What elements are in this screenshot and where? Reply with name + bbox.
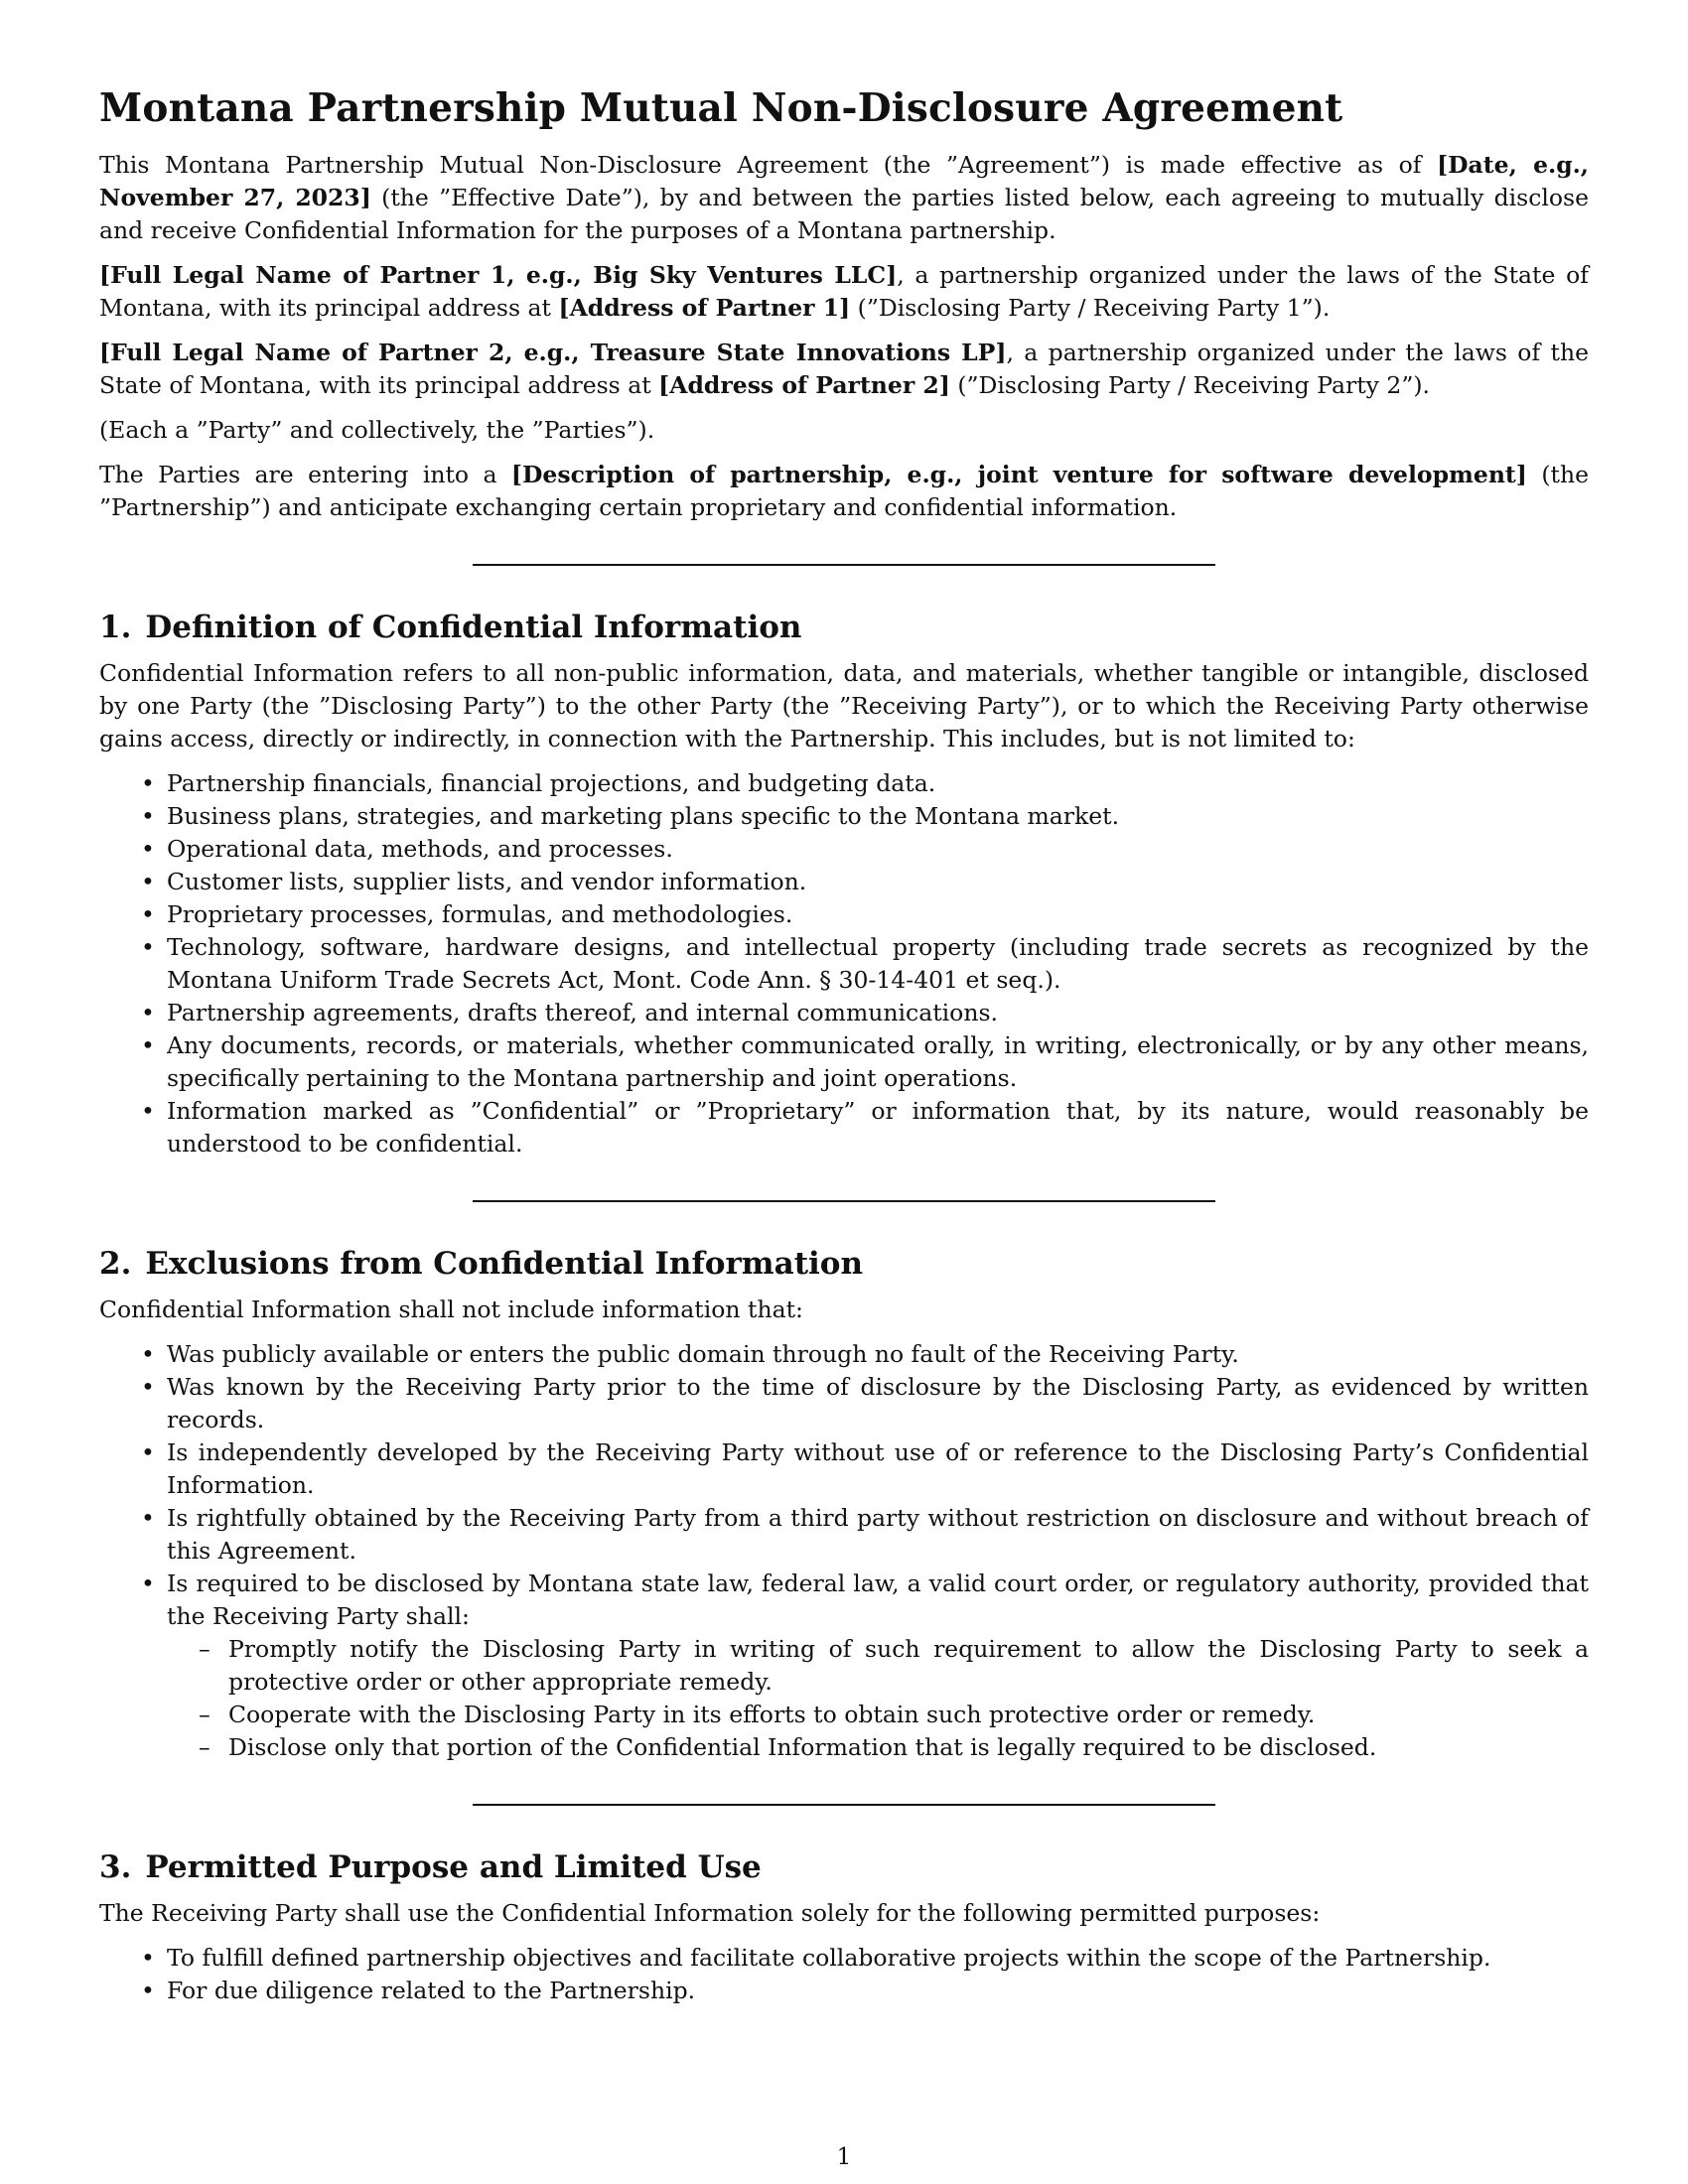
list-item: • To fulfill defined partnership objectives and facilitate collaborative projects within the scope of the Partnership.: [99, 1942, 1589, 1975]
list-item: • Technology, software, hardware designs, and intellectual property (including trade secrets as recognized by the Montana Uniform Trade Secrets Act, Mont. Code Ann. § 30-14-401 et seq.).: [141, 933, 1589, 994]
section-title: Permitted Purpose and Limited Use: [145, 1849, 762, 1885]
list-item: • Operational data, methods, and processes.: [99, 833, 1589, 866]
section-2-body: Confidential Information shall not include information that:: [99, 1296, 803, 1323]
section-1-list: [99, 767, 1589, 1160]
section-1-body: Confidential Information refers to all non-public information, data, and materials, whether tangible or intangible, disclosed by one Party (the ”Disclosing Party”) to the other Party (the ”Receiving Party”), or to which the Receiving Party otherwise gains access, directly or indirectly, in connection with the Partnership. This includes, but is not limited to:: [99, 659, 1589, 752]
bullet-icon: •: [141, 802, 155, 830]
section-2-sublist: [167, 1633, 1589, 1764]
bullet-icon: •: [141, 769, 155, 797]
bullet-icon: •: [141, 868, 155, 895]
partner-2-text: (”Disclosing Party / Receiving Party 2”).: [949, 371, 1430, 399]
intro-text: (the ”Effective Date”), by and between the parties listed below, each agreeing to mutually disclose and receive Confidential Information for the purposes of a Montana partnership.: [99, 184, 1589, 244]
list-item: • Any documents, records, or materials, whether communicated orally, in writing, electronically, or by any other means, specifically pertaining to the Montana partnership and joint operations.: [141, 1031, 1589, 1092]
list-item: • Customer lists, supplier lists, and vendor information.: [99, 866, 1589, 898]
section-1-heading: [99, 610, 1589, 645]
sub-list-item: – Promptly notify the Disclosing Party in writing of such requirement to allow the Disclosing Party to seek a protective order or other appropriate remedy.: [199, 1635, 1589, 1696]
partnership-text: (the ”Partnership”) and anticipate exchanging certain proprietary and confidential information.: [99, 461, 1589, 521]
bullet-icon: •: [141, 1977, 155, 2004]
sub-list-item: – Disclose only that portion of the Confidential Information that is legally required to be disclosed.: [167, 1731, 1589, 1764]
sub-list-item: – Cooperate with the Disclosing Party in its efforts to obtain such protective order or remedy.: [167, 1699, 1589, 1731]
section-divider: [473, 1804, 1215, 1806]
section-divider: [473, 1200, 1215, 1202]
page-number: 1: [836, 2144, 852, 2170]
bullet-icon: •: [141, 933, 155, 961]
partner-1-address-placeholder: [Address of Partner 1]: [558, 294, 851, 322]
bullet-icon: •: [141, 1504, 155, 1532]
partner-1-paragraph: [99, 259, 1589, 325]
list-item: • Proprietary processes, formulas, and methodologies.: [99, 898, 1589, 931]
partner-1-text: (”Disclosing Party / Receiving Party 1”).: [850, 294, 1331, 322]
bullet-icon: •: [141, 1340, 155, 1368]
bullet-icon: •: [141, 999, 155, 1026]
list-item: • Information marked as ”Confidential” or ”Proprietary” or information that, by its nature, would reasonably be understood to be confidential.: [141, 1097, 1589, 1158]
partner-2-paragraph: [99, 337, 1589, 402]
list-item: • Is rightfully obtained by the Receiving Party from a third party without restriction on disclosure and without breach of this Agreement.: [141, 1504, 1589, 1565]
partner-2-name-placeholder: [Full Legal Name of Partner 2, e.g., Treasure State Innovations LP]: [99, 339, 1007, 366]
list-item: • For due diligence related to the Partnership.: [99, 1975, 1589, 2007]
partnership-description-paragraph: [99, 459, 1589, 524]
bullet-icon: •: [141, 1373, 155, 1401]
bullet-icon: •: [141, 900, 155, 928]
partner-1-text: , a partnership organized under the laws of the State of Montana, with its principal address at: [99, 261, 1589, 322]
dash-icon: –: [199, 1701, 211, 1728]
section-3-body: The Receiving Party shall use the Confidential Information solely for the following permitted purposes:: [99, 1899, 1321, 1927]
partner-2-address-placeholder: [Address of Partner 2]: [658, 371, 950, 399]
partner-1-name-placeholder: [Full Legal Name of Partner 1, e.g., Big Sky Ventures LLC]: [99, 261, 898, 289]
section-number: 1.: [99, 610, 132, 645]
parties-definition: (Each a ”Party” and collectively, the ”Parties”).: [99, 416, 655, 444]
section-number: 2.: [99, 1246, 132, 1282]
partner-2-text: , a partnership organized under the laws of the State of Montana, with its principal address at: [99, 339, 1589, 399]
bullet-icon: •: [141, 835, 155, 863]
list-item: • Partnership agreements, drafts thereof, and internal communications.: [99, 997, 1589, 1029]
section-divider: [473, 564, 1215, 566]
partnership-description-placeholder: [Description of partnership, e.g., joint venture for software development]: [510, 461, 1527, 488]
document-title: Montana Partnership Mutual Non-Disclosure Agreement: [99, 85, 1343, 131]
intro-text: This Montana Partnership Mutual Non-Disclosure Agreement (the ”Agreement”) is made effective as of: [99, 151, 1438, 179]
list-item: • Is independently developed by the Receiving Party without use of or reference to the Disclosing Party’s Confidential Information.: [141, 1438, 1589, 1499]
bullet-icon: •: [141, 1097, 155, 1125]
section-title: Definition of Confidential Information: [145, 610, 802, 645]
intro-paragraph-effective-date: [99, 149, 1589, 247]
list-item: • Partnership financials, financial projections, and budgeting data.: [99, 767, 1589, 800]
dash-icon: –: [199, 1635, 211, 1663]
bullet-icon: •: [141, 1944, 155, 1972]
section-number: 3.: [99, 1849, 132, 1885]
effective-date-placeholder: [Date, e.g., November 27, 2023]: [99, 151, 1589, 211]
list-item: • Was publicly available or enters the public domain through no fault of the Receiving Party.: [99, 1338, 1589, 1371]
list-item: • Business plans, strategies, and marketing plans specific to the Montana market.: [99, 800, 1589, 833]
dash-icon: –: [199, 1733, 211, 1761]
section-2-heading: [99, 1246, 1589, 1282]
section-title: Exclusions from Confidential Information: [145, 1246, 864, 1282]
section-3-heading: [99, 1849, 1589, 1885]
section-2-list: [99, 1338, 1589, 1764]
list-item: • Was known by the Receiving Party prior to the time of disclosure by the Disclosing Party, as evidenced by written records.: [141, 1373, 1589, 1433]
partnership-text: The Parties are entering into a: [99, 461, 511, 488]
section-3-list: [99, 1942, 1589, 2007]
bullet-icon: •: [141, 1570, 155, 1597]
bullet-icon: •: [141, 1438, 155, 1466]
list-item: • Is required to be disclosed by Montana state law, federal law, a valid court order, or regulatory authority, provided that the Receiving Party shall: – Promptly notify the Disclosing Party in writing of such requirement to allow the Disclosing Party to seek a protective order or other appropriate remedy. – Cooperate with the Disclosing Party in its efforts to obtain such protective order or remedy. – Disclose only that portion of the Confidential Information that is legally required to be disclosed.: [99, 1568, 1589, 1764]
document-content: [99, 85, 1589, 2007]
bullet-icon: •: [141, 1031, 155, 1059]
